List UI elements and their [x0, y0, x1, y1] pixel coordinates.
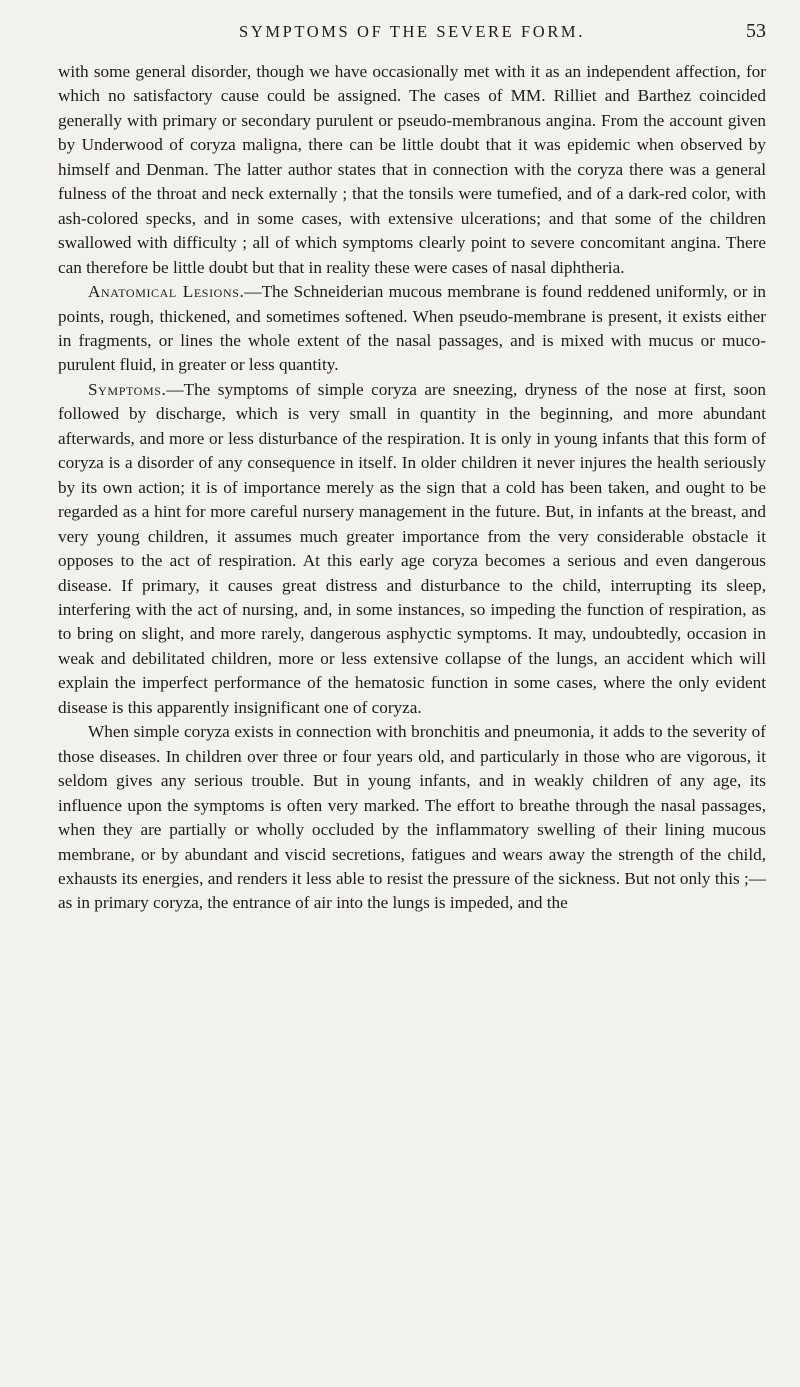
running-head — [58, 22, 766, 52]
page-number: 53 — [746, 20, 766, 42]
paragraph-text: —The symptoms of simple coryza are sneezing, dryness of the nose at first, soon followed by discharge, which is very small in quantity in the beginning, and more abundant afterwards, and more or less disturbance of the respiration. It is only in young infants that this form of coryza is a disorder of any consequence in itself. In older children it never injures the health seriously by its own action; it is of importance merely as the sign that a cold has been taken, and ought to be regarded as a hint for more careful nursery management in the future. But, in infants at the breast, and very young children, it assumes much greater importance from the very considerable obstacle it opposes to the act of respiration. At this early age coryza becomes a serious and even dangerous disease. If primary, it causes great distress and disturbance to the child, interrupting its sleep, interfering with the act of nursing, and, in some instances, so impeding the function of respiration, as to bring on slight, and more rarely, dangerous asphyctic symptoms. It may, undoubtedly, occasion in weak and debilitated children, more or less extensive collapse of the lungs, an accident which will explain the imperfect performance of the hematosic function in some cases, where the only evident disease is this apparently insignificant one of coryza. — [58, 379, 766, 717]
body-text — [58, 60, 766, 916]
paragraph-bronchitis — [58, 720, 766, 916]
paragraph-symptoms — [58, 378, 766, 720]
paragraph-text: with some general disorder, though we have occasionally met with it as an independent affection, for which no satisfactory cause could be assigned. The cases of MM. Rilliet and Barthez coincided generally with primary or secondary purulent or pseudo-membranous angina. From the account given by Underwood of coryza maligna, there can be little doubt that it was epidemic when observed by himself and Denman. The latter author states that in connection with the coryza there was a general fulness of the throat and neck externally ; that the tonsils were tumefied, and of a dark-red color, with ash-colored specks, and in some cases, with extensive ulcerations; and that some of the children swallowed with difficulty ; all of which symptoms clearly point to severe concomitant angina. There can therefore be little doubt but that in reality these were cases of nasal diphtheria. — [58, 62, 766, 277]
book-page — [58, 22, 766, 916]
section-heading-anatomical-lesions: Anatomical Lesions. — [88, 282, 245, 302]
paragraph-text: When simple coryza exists in connection with bronchitis and pneumonia, it adds to the severity of those diseases. In children over three or four years old, and particularly in those who are vigorous, it seldom gives any serious trouble. But in young infants, and in weakly children of any age, its influence upon the symptoms is often very marked. The effort to breathe through the nasal passages, when they are partially or wholly occluded by the inflammatory swelling of their lining mucous membrane, or by abundant and viscid secretions, fatigues and wears away the strength of the child, exhausts its energies, and renders it less able to resist the pressure of the sickness. But not only this ;—as in primary coryza, the entrance of air into the lungs is impeded, and the — [58, 722, 766, 913]
paragraph-text: —The Schneiderian mucous membrane is found reddened uniformly, or in points, rough, thickened, and sometimes softened. When pseudo-membrane is present, it exists either in fragments, or lines the whole extent of the nasal passages, and is mixed with mucus or muco-purulent fluid, in greater or less quantity. — [58, 282, 766, 375]
section-heading-symptoms: Symptoms. — [88, 379, 167, 399]
paragraph-continuation — [58, 60, 766, 280]
running-title: SYMPTOMS OF THE SEVERE FORM. — [239, 22, 585, 41]
paragraph-anatomical-lesions — [58, 280, 766, 378]
